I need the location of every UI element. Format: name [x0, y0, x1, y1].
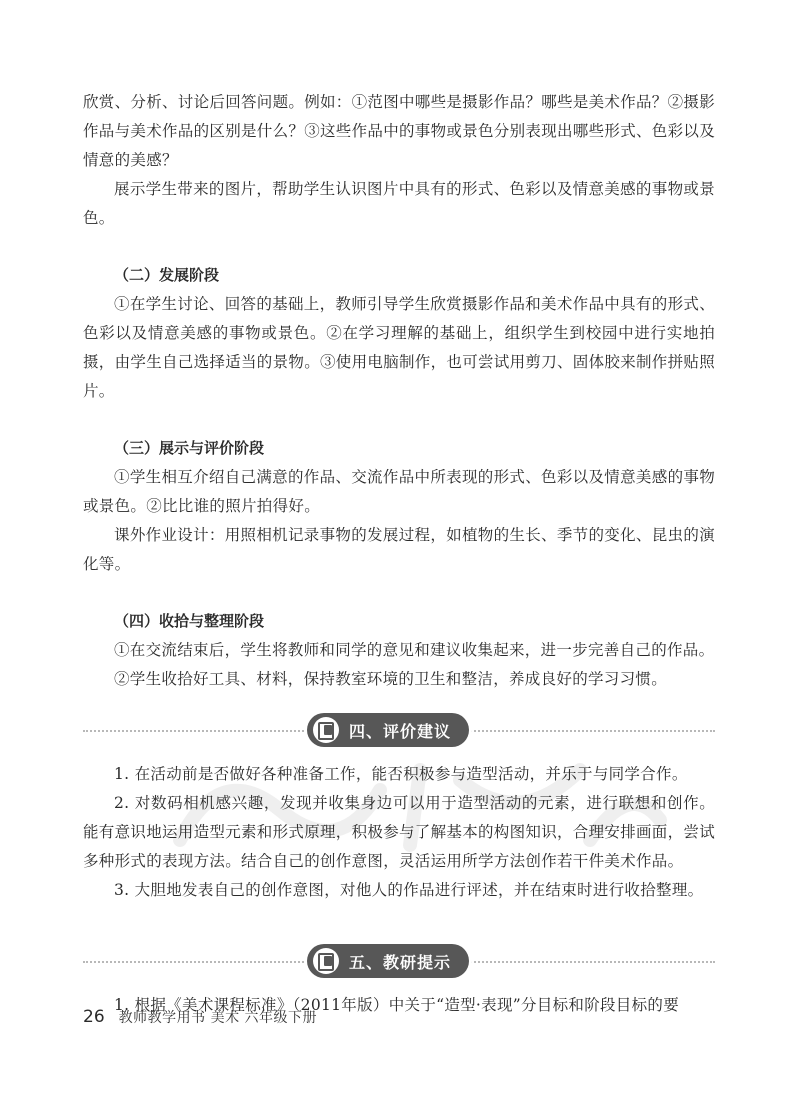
paragraph-cleanup-2: ②学生收拾好工具、材料，保持教室环境的卫生和整洁，养成良好的学习习惯。 — [114, 670, 668, 688]
research-item-1: 1. 根据《美术课程标准》（2011年版）中关于“造型·表现”分目标和阶段目标的要 — [114, 996, 679, 1014]
paragraph-intro-questions: 欣赏、分析、讨论后回答问题。例如：①范图中哪些是摄影作品？哪些是美术作品？②摄影作品与美术作品的区别是什么？③这些作品中的事物或景色分别表现出哪些形式、色彩以及情意的美感？ — [83, 93, 716, 169]
banner-label: 五、教研提示 — [349, 952, 452, 972]
evaluation-item-3: 3. 大胆地发表自己的创作意图，对他人的作品进行评述，并在结束时进行收拾整理。 — [114, 881, 704, 899]
banner-pill — [307, 713, 469, 747]
paragraph-development: ①在学生讨论、回答的基础上，教师引导学生欣赏摄影作品和美术作品中具有的形式、色彩以及情意美感的事物或景色。②在学习理解的基础上，组织学生到校园中进行实地拍摄，由学生自己选择适当的景物。③使用电脑制作，也可尝试用剪刀、固体胶来制作拼贴照片。 — [83, 295, 716, 400]
evaluation-item-2: 2. 对数码相机感兴趣，发现并收集身边可以用于造型活动的元素，进行联想和创作。能有意识地运用造型元素和形式原理，积极参与了解基本的构图知识，合理安排画面，尝试多种形式的表现方法。结合自己的创作意图，灵活运用所学方法创作若干件美术作品。 — [83, 794, 716, 870]
page-number: 26 — [83, 1007, 105, 1027]
section-heading-display-evaluation: （三）展示与评价阶段 — [114, 439, 265, 457]
section-heading-cleanup: （四）收拾与整理阶段 — [114, 612, 265, 630]
banner-research-tips — [83, 941, 715, 981]
paragraph-cleanup-1: ①在交流结束后，学生将教师和同学的意见和建议收集起来，进一步完善自己的作品。 — [114, 641, 715, 659]
paragraph-display-evaluation: ①学生相互介绍自己满意的作品、交流作品中所表现的形式、色彩以及情意美感的事物或景色。②比比谁的照片拍得好。 — [83, 468, 715, 515]
paragraph-show-pictures: 展示学生带来的图片，帮助学生认识图片中具有的形式、色彩以及情意美感的事物或景色。 — [83, 180, 715, 227]
paragraph-homework-design: 课外作业设计：用照相机记录事物的发展过程，如植物的生长、季节的变化、昆虫的演化等。 — [83, 526, 715, 573]
page-footer — [83, 1007, 715, 1027]
banner-evaluation-suggestions — [83, 710, 715, 750]
main-content — [83, 88, 715, 1020]
evaluation-item-1: 1. 在活动前是否做好各种准备工作，能否积极参与造型活动，并乐于与同学合作。 — [114, 765, 688, 783]
book-title: 教师教学用书 美术 六年级下册 — [118, 1010, 318, 1026]
book-icon — [313, 948, 339, 974]
book-icon — [313, 717, 339, 743]
banner-label: 四、评价建议 — [349, 721, 452, 741]
banner-pill — [307, 944, 469, 978]
section-heading-development: （二）发展阶段 — [114, 266, 220, 284]
